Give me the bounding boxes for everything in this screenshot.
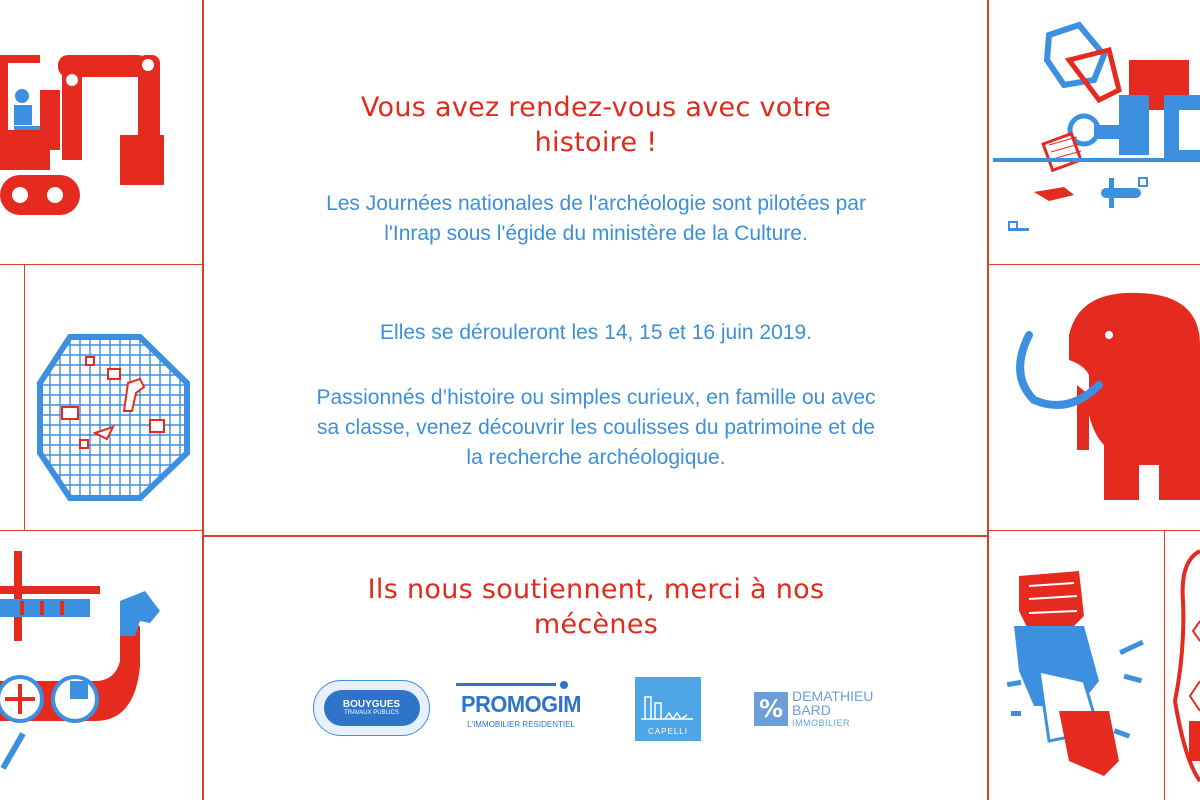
excavator-icon: [0, 0, 202, 264]
paragraph-dates: Elles se dérouleront les 14, 15 et 16 juin 2019.: [380, 321, 812, 344]
mammoth-icon: [989, 265, 1200, 530]
promogim-logo-subtext: L'IMMOBILIER RÉSIDENTIEL: [467, 720, 575, 729]
bouygues-logo[interactable]: [313, 680, 430, 736]
ship-icon: [0, 531, 202, 800]
capelli-logo-text: CAPELLI: [648, 727, 688, 736]
demathieu-logo-text: DEMATHIEU: [792, 688, 874, 704]
mammoth-panel: [989, 265, 1200, 530]
headline-rendez-vous: Vous avez rendez-vous avec votre histoire !: [360, 92, 832, 158]
sieve-icon: [0, 265, 202, 530]
immobilier-logo-text: IMMOBILIER: [792, 718, 851, 728]
promogim-logo[interactable]: [456, 683, 586, 737]
hand-panel: [989, 531, 1164, 800]
capelli-skyline-icon: [635, 687, 701, 727]
capelli-logo[interactable]: [635, 677, 701, 741]
divider-center: [203, 535, 988, 537]
demathieu-bard-logo[interactable]: [754, 689, 884, 729]
hand-icon: [989, 531, 1164, 800]
percent-icon: %: [758, 695, 784, 723]
bouygues-logo-subtext: TRAVAUX PUBLICS: [344, 710, 399, 716]
vase-panel: [1165, 531, 1200, 800]
sponsors-headline: Ils nous soutiennent, merci à nos mécènes: [367, 574, 825, 640]
bard-logo-text: BARD: [792, 702, 831, 718]
bouygues-logo-text: BOUYGUES: [342, 699, 401, 710]
sieve-panel: [0, 265, 202, 530]
paragraph-journees: Les Journées nationales de l'archéologie sont pilotées par l'Inrap sous l'égide du ministère de la Culture.: [326, 192, 866, 245]
paragraph-passionnes: Passionnés d’histoire ou simples curieux, en famille ou avec sa classe, venez découvrir les coulisses du patrimoine et de la recherche archéologique.: [316, 386, 876, 469]
ship-panel: [0, 531, 202, 800]
vase-icon: [1165, 531, 1200, 800]
promogim-logo-text: PROMOGIM: [460, 691, 582, 717]
excavator-panel: [0, 0, 202, 264]
archaeologist-panel: [989, 0, 1200, 264]
divider-vertical-left: [202, 0, 204, 800]
archaeologist-icon: [989, 0, 1200, 264]
